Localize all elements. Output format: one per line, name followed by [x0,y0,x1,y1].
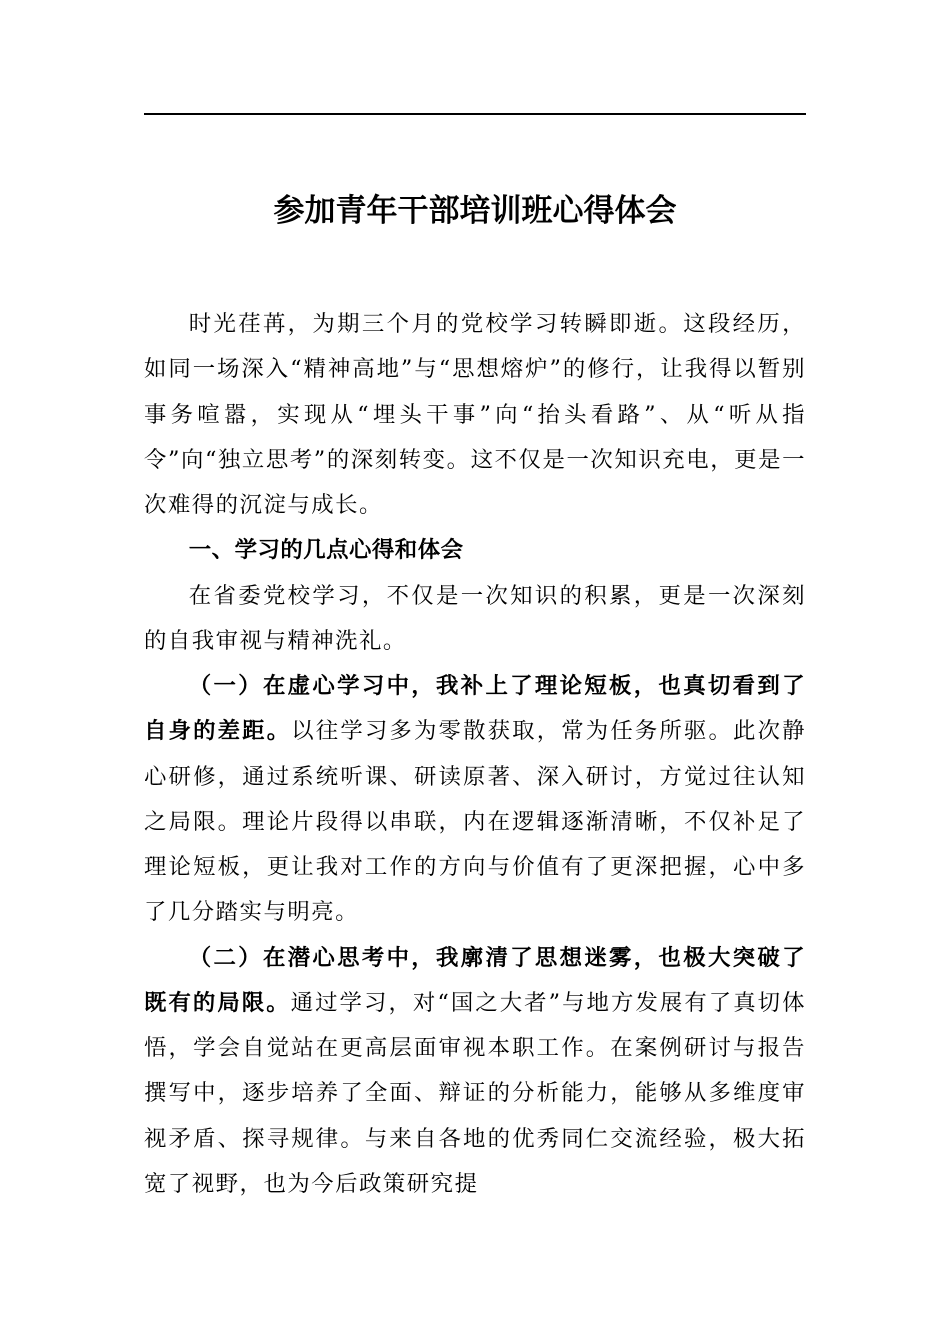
point-two-body: 通过学习，对“国之大者”与地方发展有了真切体悟，学会自觉站在更高层面审视本职工作。在案例研讨与报告撰写中，逐步培养了全面、辩证的分析能力，能够从多维度审视矛盾、探寻规律。与来自各地的优秀同仁交流经验，极大拓宽了视野，也为今后政策研究提 [144,989,806,1197]
document-body [144,302,806,1207]
header-rule [144,113,806,115]
point-two-paragraph [144,936,806,1208]
point-one-lead: （一）在虚心学习中，我补上了理论短板，也真切看到了自身的差距。 [144,673,806,745]
intro-paragraph: 时光荏苒，为期三个月的党校学习转瞬即逝。这段经历，如同一场深入“精神高地”与“思想熔炉”的修行，让我得以暂别事务喧嚣，实现从“埋头干事”向“抬头看路”、从“听从指令”向“独立思考”的深刻转变。这不仅是一次知识充电，更是一次难得的沉淀与成长。 [144,311,806,518]
point-one-body: 以往学习多为零散获取，常为任务所驱。此次静心研修，通过系统听课、研读原著、深入研讨，方觉过往认知之局限。理论片段得以串联，内在逻辑逐渐清晰，不仅补足了理论短板，更让我对工作的方向与价值有了更深把握，心中多了几分踏实与明亮。 [144,718,807,926]
section-intro-paragraph: 在省委党校学习，不仅是一次知识的积累，更是一次深刻的自我审视与精神洗礼。 [144,582,806,654]
point-two-lead: （二）在潜心思考中，我廓清了思想迷雾，也极大突破了既有的局限。 [144,944,806,1016]
point-one-paragraph [144,664,806,936]
section-heading: 一、学习的几点心得和体会 [188,537,464,564]
document-title: 参加青年干部培训班心得体会 [273,193,677,229]
